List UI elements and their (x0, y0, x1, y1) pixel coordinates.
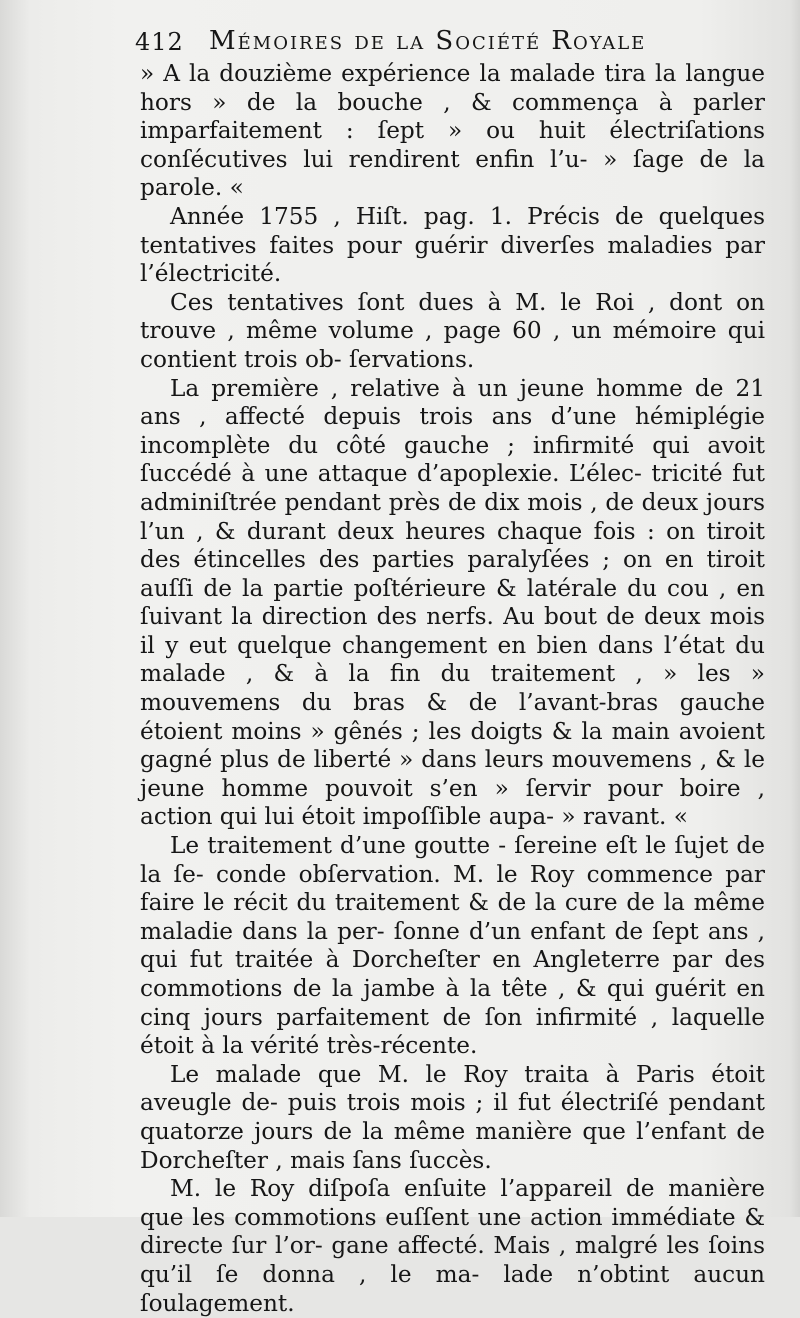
running-header (135, 22, 695, 62)
paragraph-malade-paris: Le malade que M. le Roy traita à Paris étoit aveugle de- puis trois mois ; il fut électriſé pendant quatorze jours de la même manière que l’enfant de Dorcheſter , mais ſans ſuccès. (140, 1060, 765, 1174)
paragraph-quote-speech: » A la douzième expérience la malade tira la langue hors » de la bouche , & commença à parler imparfaitement : ſept » ou huit électriſations conſécutives lui rendirent enfin l’u- » ſage de la parole. « (140, 60, 765, 202)
paragraph-appareil: M. le Roy diſpoſa enſuite l’appareil de manière que les commotions euſſent une action immédiate & directe ſur l’or- gane affecté. Mais , malgré les ſoins qu’il ſe donna , le ma- lade n’obtint aucun ſoulagement. (140, 1175, 765, 1317)
paragraph-goutte-sereine: Le traitement d’une goutte - ſereine eſt le ſujet de la ſe- conde obſervation. M. le Roy commence par faire le récit du traitement & de la cure de la même maladie dans la per- ſonne d’un enfant de ſept ans , qui fut traitée à Dorcheſter en Angleterre par des commotions de la jambe à la tête , & qui guérit en cinq jours parfaitement de ſon infirmité , laquelle étoit à la vérité très-récente. (140, 832, 765, 1060)
running-title: Mémoires de la Société Royale (209, 26, 647, 56)
page-body (140, 60, 765, 1318)
page-number: 412 (135, 28, 184, 56)
paragraph-premiere-observation: La première , relative à un jeune homme de 21 ans , affecté depuis trois ans d’une hémiplégie incomplète du côté gauche ; infirmité qui avoit ſuccédé à une attaque d’apoplexie. L’élec- tricité fut adminiſtrée pendant près de dix mois , de deux jours l’un , & durant deux heures chaque fois : on tiroit des étincelles des parties paralyſées ; on en tiroit auſſi de la partie poſtérieure & latérale du cou , en ſuivant la direction des nerfs. Au bout de deux mois il y eut quelque changement en bien dans l’état du malade , & à la fin du traitement , » les » mouvemens du bras & de l’avant-bras gauche étoient moins » gênés ; les doigts & la main avoient gagné plus de liberté » dans leurs mouvemens , & le jeune homme pouvoit s’en » ſervir pour boire , action qui lui étoit impoſſible aupa- » ravant. « (140, 374, 765, 831)
paragraph-tentatives: Ces tentatives ſont dues à M. le Roi , dont on trouve , même volume , page 60 , un mémoire qui contient trois ob- ſervations. (140, 288, 765, 373)
paragraph-annee-1755: Année 1755 , Hiſt. pag. 1. Précis de quelques tentatives faites pour guérir diverſes maladies par l’électricité. (140, 202, 765, 288)
